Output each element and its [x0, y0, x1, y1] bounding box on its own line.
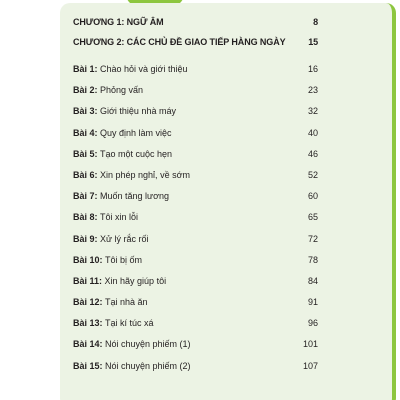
lesson-page-number: 23: [307, 85, 318, 96]
lesson-number: Bài 6:: [73, 169, 101, 180]
lesson-title: Phỏng vấn: [100, 85, 144, 96]
lesson-number: Bài 9:: [73, 233, 101, 244]
lesson-page-number: 32: [307, 106, 318, 117]
table-of-contents: [73, 12, 318, 377]
lesson-title: Tôi bị ốm: [105, 254, 143, 265]
lesson-number: Bài 11:: [73, 275, 105, 286]
lesson-title: Quy định làm việc: [100, 127, 172, 138]
lesson-number: Bài 1:: [73, 64, 101, 74]
lesson-number: Bài 12:: [73, 297, 106, 308]
chapter-page-number: 15: [308, 37, 318, 47]
lesson-number: Bài 7:: [73, 191, 101, 202]
lesson-page-number: 52: [307, 169, 318, 180]
toc-lesson-8[interactable]: [73, 207, 318, 228]
lesson-number: Bài 2:: [73, 85, 101, 96]
lesson-number: Bài 3:: [73, 106, 101, 117]
lesson-number: Bài 15:: [73, 360, 106, 371]
toc-lesson-5[interactable]: [73, 144, 318, 165]
toc-lesson-2[interactable]: [73, 80, 318, 101]
lesson-title: Xử lý rắc rối: [100, 233, 149, 244]
lesson-title: Muốn tăng lương: [100, 191, 169, 202]
toc-lesson-1[interactable]: [73, 59, 318, 80]
lesson-page-number: 65: [307, 212, 318, 223]
chapter-page-number: 8: [313, 17, 318, 27]
lesson-number: Bài 14:: [73, 339, 106, 350]
toc-lesson-3[interactable]: [73, 101, 318, 122]
toc-lesson-11[interactable]: [73, 271, 318, 292]
lesson-title: Tôi xin lỗi: [100, 212, 139, 223]
lesson-page-number: 101: [302, 339, 318, 350]
lesson-page-number: 46: [307, 148, 318, 159]
lesson-number: Bài 5:: [73, 148, 101, 159]
toc-lesson-6[interactable]: [73, 165, 318, 186]
lesson-title: Giới thiệu nhà máy: [100, 106, 176, 117]
lesson-number: Bài 8:: [73, 212, 101, 223]
toc-chapter-2[interactable]: [73, 32, 318, 59]
lesson-page-number: 78: [307, 254, 318, 265]
toc-lesson-12[interactable]: [73, 292, 318, 313]
chapter-title: CHƯƠNG 2: CÁC CHỦ ĐỀ GIAO TIẾP HÀNG NGÀY: [73, 37, 286, 47]
toc-lesson-4[interactable]: [73, 123, 318, 144]
toc-lesson-15[interactable]: [73, 356, 318, 377]
lesson-title: Tại nhà ăn: [105, 297, 148, 308]
toc-lesson-9[interactable]: [73, 229, 318, 250]
lesson-page-number: 96: [307, 318, 318, 329]
chapter-title: CHƯƠNG 1: NGỮ ÂM: [73, 17, 164, 27]
lesson-title: Xin hãy giúp tôi: [104, 275, 167, 286]
lesson-title: Tại kí túc xá: [105, 318, 154, 329]
toc-lesson-13[interactable]: [73, 313, 318, 334]
toc-chapter-1[interactable]: [73, 12, 318, 32]
lesson-title: Chào hỏi và giới thiệu: [100, 64, 188, 74]
toc-lesson-10[interactable]: [73, 250, 318, 271]
lesson-page-number: 84: [307, 275, 318, 286]
lesson-page-number: 60: [307, 191, 318, 202]
lesson-page-number: 72: [307, 233, 318, 244]
lesson-title: Nói chuyện phiếm (2): [105, 360, 191, 371]
lesson-page-number: 107: [302, 360, 318, 371]
lesson-title: Tạo một cuộc hẹn: [100, 148, 173, 159]
lesson-number: Bài 4:: [73, 127, 101, 138]
lesson-page-number: 40: [307, 127, 318, 138]
lesson-page-number: 91: [307, 297, 318, 308]
toc-lesson-14[interactable]: [73, 334, 318, 355]
lesson-page-number: 16: [307, 64, 318, 74]
lesson-title: Xin phép nghỉ, về sớm: [100, 169, 190, 180]
lesson-number: Bài 13:: [73, 318, 106, 329]
lesson-number: Bài 10:: [73, 254, 106, 265]
toc-lesson-7[interactable]: [73, 186, 318, 207]
lesson-title: Nói chuyện phiếm (1): [105, 339, 191, 350]
